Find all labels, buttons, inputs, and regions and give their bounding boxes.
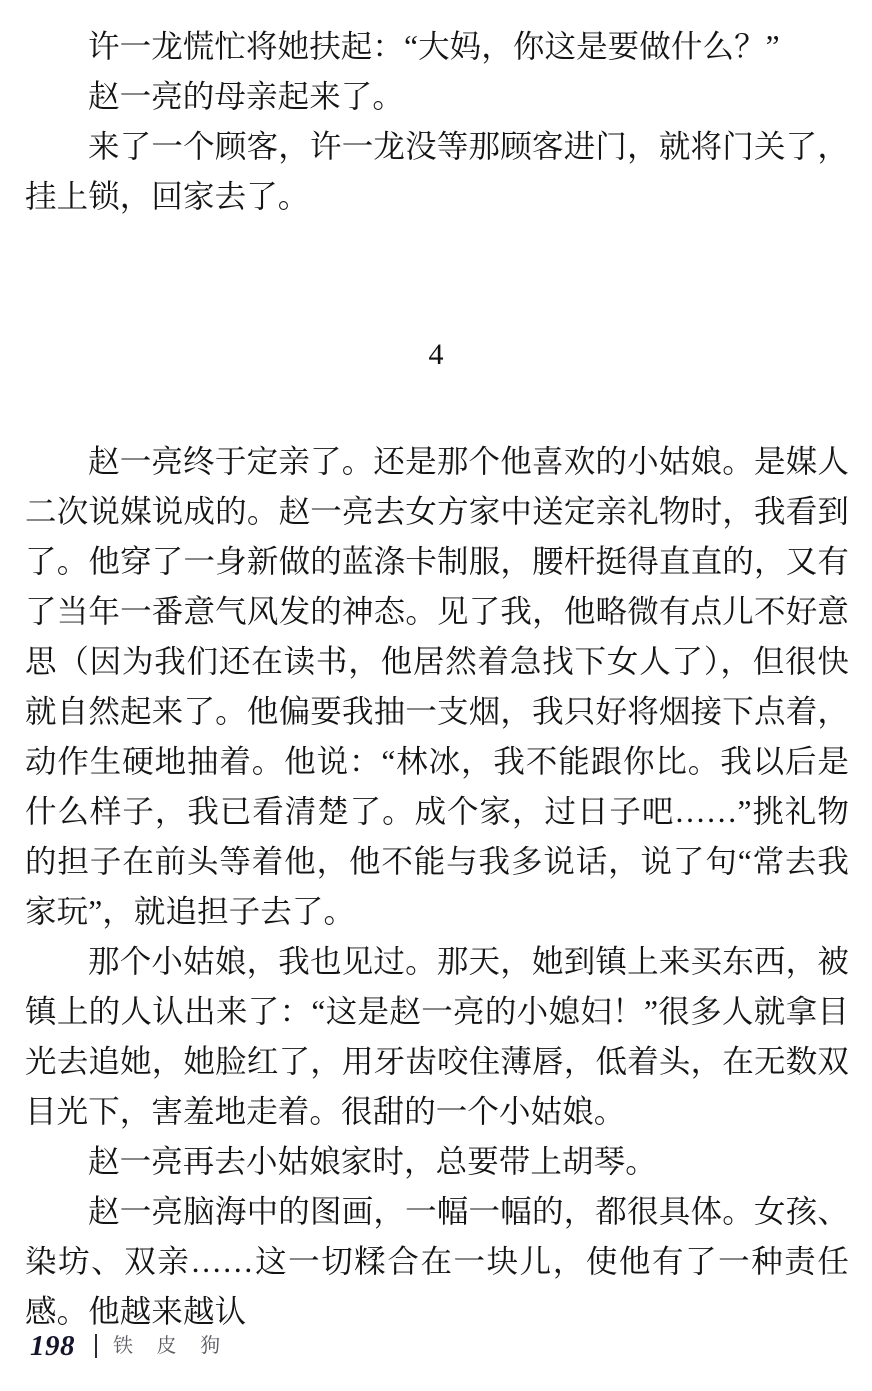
paragraph: 赵一亮终于定亲了。还是那个他喜欢的小姑娘。是媒人二次说媒说成的。赵一亮去女方家中送定亲礼物时，我看到了。他穿了一身新做的蓝涤卡制服，腰杆挺得直直的，又有了当年一番意气风发的神态。见了我，他略微有点儿不好意思（因为我们还在读书，他居然着急找下女人了），但很快就自然起来了。他偏要我抽一支烟，我只好将烟接下点着，动作生硬地抽着。他说：“林冰，我不能跟你比。我以后是什么样子，我已看清楚了。成个家，过日子吧……”挑礼物的担子在前头等着他，他不能与我多说话，说了句“常去我家玩”，就追担子去了。 (25, 444, 849, 929)
paragraph: 赵一亮脑海中的图画，一幅一幅的，都很具体。女孩、染坊、双亲……这一切糅合在一块儿，使他有了一种责任感。他越来越认 (25, 1194, 849, 1329)
paragraph: 赵一亮的母亲起来了。 (88, 79, 405, 114)
main-text-block (25, 437, 849, 1337)
paragraph: 来了一个顾客，许一龙没等那顾客进门，就将门关了，挂上锁，回家去了。 (25, 129, 849, 214)
top-text-block (25, 22, 849, 222)
section-number: 4 (428, 338, 444, 371)
paragraph: 赵一亮再去小姑娘家时，总要带上胡琴。 (88, 1144, 657, 1179)
footer-divider (95, 1334, 97, 1358)
paragraph: 许一龙慌忙将她扶起：“大妈，你这是要做什么？” (88, 29, 780, 64)
page-footer (30, 1329, 229, 1363)
page-number: 198 (30, 1329, 75, 1362)
paragraph: 那个小姑娘，我也见过。那天，她到镇上来买东西，被镇上的人认出来了：“这是赵一亮的小媳妇！”很多人就拿目光去追她，她脸红了，用牙齿咬住薄唇，低着头，在无数双目光下，害羞地走着。很甜的一个小姑娘。 (25, 944, 849, 1129)
book-title: 铁 皮 狗 (113, 1335, 230, 1357)
